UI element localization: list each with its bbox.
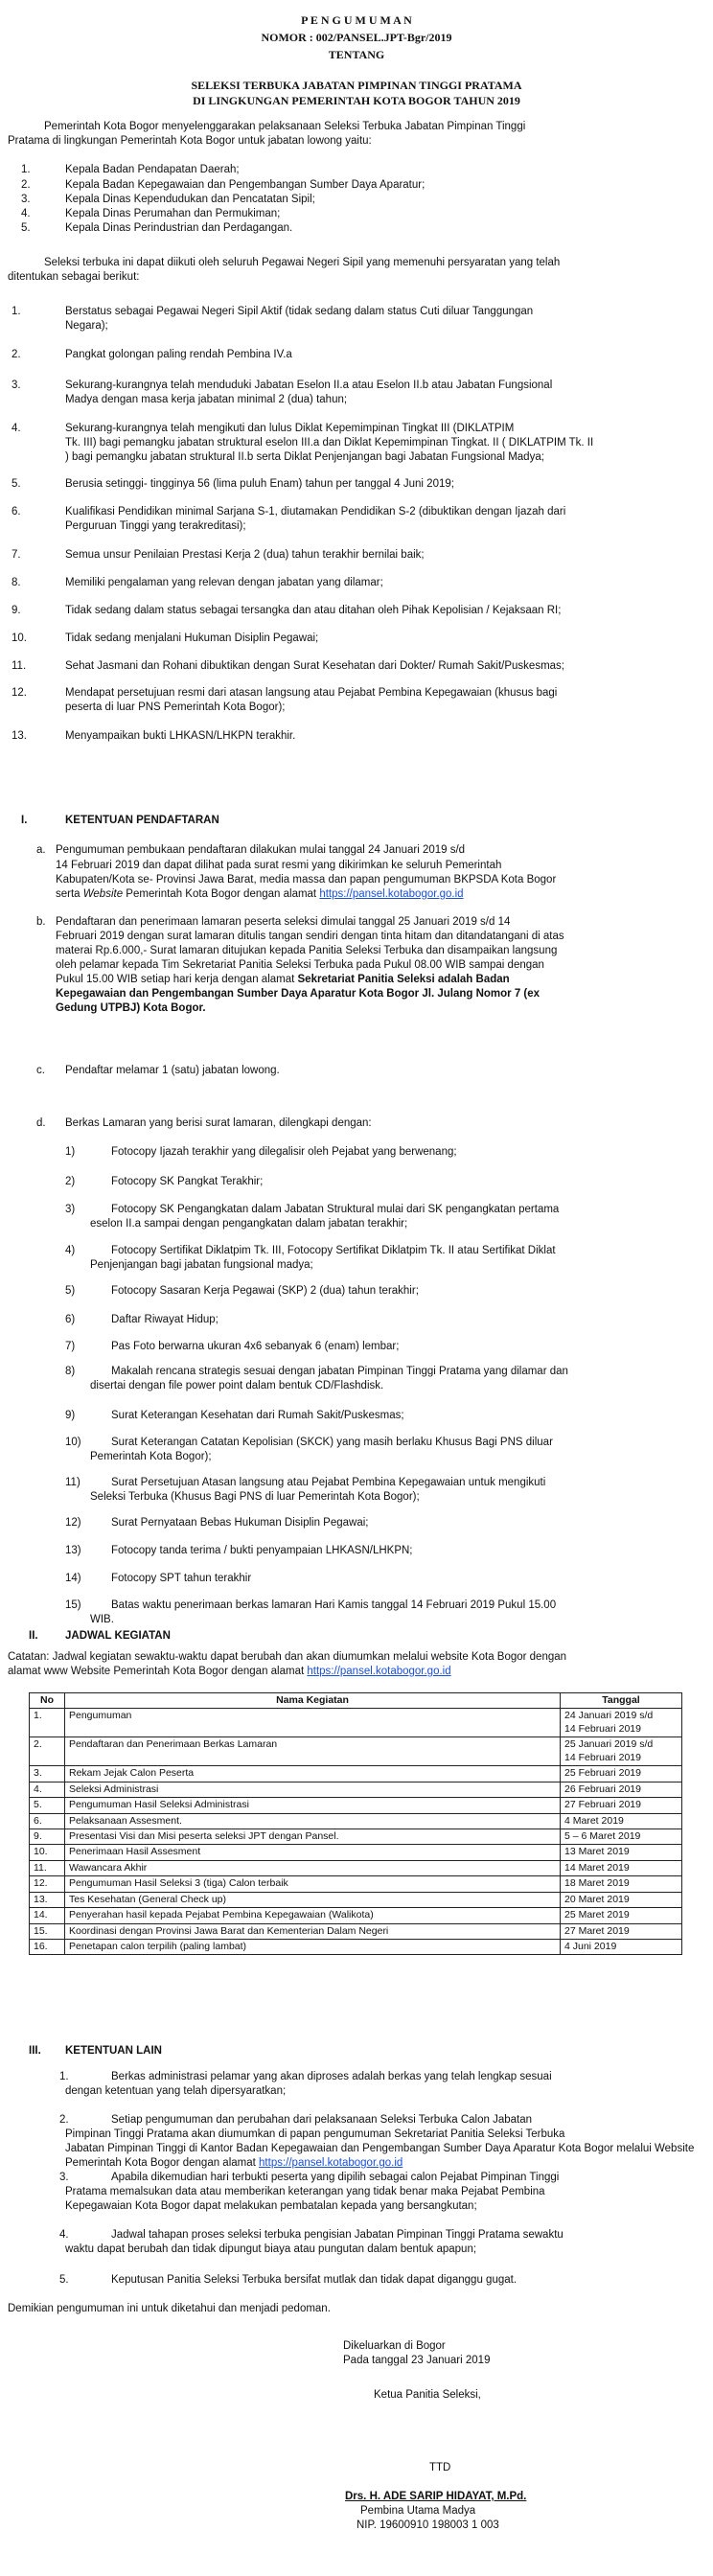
rule-4-line-1: Jadwal tahapan proses seleksi terbuka pengisian Jabatan Pimpinan Tinggi Pratama sewaktu [111, 2229, 564, 2241]
requirement-number: 5. [12, 478, 21, 490]
rule-4-number: 4. [59, 2229, 69, 2241]
document-subtitle: TENTANG [328, 48, 385, 61]
col-no: No [30, 1693, 65, 1709]
schedule-note-line-2 [8, 1665, 451, 1679]
signatory-nip: NIP. 19600910 198003 1 003 [356, 2519, 499, 2531]
requirement-line-1: Berstatus sebagai Pegawai Negeri Sipil Aktif (tidak sedang dalam status Cuti diluar Tanggungan [65, 306, 534, 317]
document-line-1: Fotocopy Ijazah terakhir yang dilegalisir oleh Pejabat yang berwenang; [111, 1146, 457, 1158]
section-1-number: I. [21, 815, 28, 826]
row-date-line-2: 14 Februari 2019 [564, 1722, 641, 1735]
document-number: 1) [65, 1146, 76, 1158]
row-date [561, 1828, 682, 1844]
table-row [30, 1828, 682, 1844]
position-number: 3. [21, 194, 31, 205]
rule-3-line-2: Pratama memalsukan data atau memberikan keterangan yang tidak benar maka Pejabat Pembina [65, 2186, 545, 2197]
rule-3-number: 3. [59, 2172, 69, 2183]
row-date [561, 1737, 682, 1766]
requirement-number: 12. [12, 687, 27, 699]
document-line-1: Surat Keterangan Kesehatan dari Rumah Sakit/Puskesmas; [111, 1410, 404, 1421]
col-kegiatan: Nama Kegiatan [65, 1693, 561, 1709]
requirement-line-1: Sekurang-kurangnya telah menduduki Jabatan Eselon II.a atau Eselon II.b atau Jabatan Fungsional [65, 380, 553, 391]
item-b-line-5 [56, 973, 510, 987]
row-activity: Penerimaan Hasil Assesment [65, 1845, 561, 1860]
item-d-text: Berkas Lamaran yang berisi surat lamaran, dilengkapi dengan: [65, 1117, 372, 1129]
row-activity: Koordinasi dengan Provinsi Jawa Barat dan Kementerian Dalam Negeri [65, 1923, 561, 1939]
row-activity: Pendaftaran dan Penerimaan Berkas Lamaran [65, 1737, 561, 1766]
document-line-1: Fotocopy SK Pengangkatan dalam Jabatan Struktural mulai dari SK pengangkatan pertama [111, 1204, 560, 1215]
issued-date: Pada tanggal 23 Januari 2019 [343, 2355, 491, 2366]
row-date-line-1: 5 – 6 Maret 2019 [564, 1829, 641, 1842]
row-number: 14. [30, 1908, 65, 1923]
document-line-1: Fotocopy Sasaran Kerja Pegawai (SKP) 2 (dua) tahun terakhir; [111, 1285, 419, 1297]
signature-ttd: TTD [429, 2462, 451, 2473]
table-row [30, 1709, 682, 1737]
document-line-1: Fotocopy SK Pangkat Terakhir; [111, 1176, 264, 1187]
row-activity: Tes Kesehatan (General Check up) [65, 1892, 561, 1907]
subject-line-1: SELEKSI TERBUKA JABATAN PIMPINAN TINGGI PRATAMA [191, 79, 522, 92]
row-number: 2. [30, 1737, 65, 1766]
pansel-link-a[interactable]: https://pansel.kotabogor.go.id [319, 888, 464, 900]
item-a-line-4-mid: Pemerintah Kota Bogor dengan alamat [123, 888, 320, 900]
row-activity: Pengumuman Hasil Seleksi 3 (tiga) Calon terbaik [65, 1876, 561, 1892]
signatory-role: Ketua Panitia Seleksi, [374, 2389, 481, 2401]
table-row [30, 1876, 682, 1892]
requirement-number: 9. [12, 605, 21, 616]
row-number: 12. [30, 1876, 65, 1892]
requirement-line-2: Perguruan Tinggi yang terakreditasi); [65, 520, 246, 532]
row-date [561, 1876, 682, 1892]
requirement-line-2: Negara); [65, 320, 108, 332]
item-d-label: d. [36, 1117, 46, 1129]
intro-line-2: Pratama di lingkungan Pemerintah Kota Bogor untuk jabatan lowong yaitu: [8, 135, 372, 147]
requirement-number: 4. [12, 423, 21, 434]
document-line-2: Seleksi Terbuka (Khusus Bagi PNS di luar Pemerintah Kota Bogor); [90, 1491, 420, 1503]
row-activity: Penetapan calon terpilih (paling lambat) [65, 1940, 561, 1955]
item-b-label: b. [36, 916, 46, 928]
requirement-number: 3. [12, 380, 21, 391]
item-b-line-6: Kepegawaian dan Pengembangan Sumber Daya Aparatur Kota Bogor Jl. Julang Nomor 7 (ex [56, 988, 540, 1000]
requirement-number: 10. [12, 632, 27, 644]
document-number: 15) [65, 1599, 81, 1611]
requirements-intro-1: Seleksi terbuka ini dapat diikuti oleh seluruh Pegawai Negeri Sipil yang memenuhi persyaratan yang telah [44, 257, 561, 268]
signatory-rank: Pembina Utama Madya [360, 2505, 476, 2517]
row-date-line-1: 25 Januari 2019 s/d [564, 1738, 654, 1751]
row-activity: Rekam Jejak Calon Peserta [65, 1766, 561, 1782]
row-number: 4. [30, 1782, 65, 1797]
document-number: 4) [65, 1245, 76, 1256]
row-date-line-1: 4 Juni 2019 [564, 1941, 617, 1952]
document-line-2: Penjenjangan bagi jabatan fungsional madya; [90, 1259, 313, 1271]
table-row [30, 1798, 682, 1813]
requirement-line-1: Pangkat golongan paling rendah Pembina IV.a [65, 349, 292, 360]
row-date-line-1: 26 Februari 2019 [564, 1782, 641, 1795]
row-number: 13. [30, 1892, 65, 1907]
row-activity: Wawancara Akhir [65, 1860, 561, 1875]
table-row [30, 1940, 682, 1955]
row-number: 3. [30, 1766, 65, 1782]
requirement-line-2: Tk. III) bagi pemangku jabatan struktural eselon III.a dan Diklat Kepemimpinan Tingkat. II ( DIKLATPIM Tk. II [65, 437, 594, 448]
row-date [561, 1940, 682, 1955]
position-item: Kepala Dinas Kependudukan dan Pencatatan Sipil; [65, 194, 315, 205]
row-activity: Pengumuman [65, 1709, 561, 1737]
document-line-2: Pemerintah Kota Bogor); [90, 1451, 212, 1462]
document-line-1: Pas Foto berwarna ukuran 4x6 sebanyak 6 (enam) lembar; [111, 1341, 400, 1352]
document-title: P E N G U M U M A N [301, 13, 412, 27]
row-date [561, 1892, 682, 1907]
table-row [30, 1813, 682, 1828]
document-line-1: Surat Pernyataan Bebas Hukuman Disiplin Pegawai; [111, 1517, 369, 1529]
table-row [30, 1860, 682, 1875]
table-row [30, 1845, 682, 1860]
table-row [30, 1782, 682, 1797]
row-date-line-1: 27 Maret 2019 [564, 1924, 630, 1937]
requirement-number: 11. [12, 660, 27, 672]
schedule-note-line-2-pre: alamat www Website Pemerintah Kota Bogor dengan alamat [8, 1666, 308, 1677]
rule-5-line-1: Keputusan Panitia Seleksi Terbuka bersifat mutlak dan tidak dapat diganggu gugat. [111, 2274, 518, 2286]
schedule-note-line-1: Catatan: Jadwal kegiatan sewaktu-waktu dapat berubah dan akan diumumkan melalui website Kota Bogor dengan [8, 1651, 567, 1663]
rule-2-number: 2. [59, 2114, 69, 2126]
item-b-line-1: Pendaftaran dan penerimaan lamaran peserta seleksi dimulai tanggal 25 Januari 2019 s/d 14 [56, 916, 511, 928]
requirements-intro-2: ditentukan sebagai berikut: [8, 271, 140, 283]
row-date-line-1: 27 Februari 2019 [564, 1799, 641, 1811]
row-activity: Seleksi Administrasi [65, 1782, 561, 1797]
requirement-line-1: Kualifikasi Pendidikan minimal Sarjana S-1, diutamakan Pendidikan S-2 (dibuktikan dengan Ijazah dari [65, 506, 566, 518]
document-number: NOMOR : 002/PANSEL.JPT-Bgr/2019 [261, 31, 452, 44]
item-a-website-word: Website [82, 888, 124, 900]
schedule-header-row [30, 1693, 682, 1709]
requirement-number: 7. [12, 549, 21, 561]
item-b-address-start: Sekretariat Panitia Seleksi adalah Badan [297, 974, 510, 985]
row-number: 6. [30, 1813, 65, 1828]
row-activity: Pengumuman Hasil Seleksi Administrasi [65, 1798, 561, 1813]
section-3-number: III. [29, 2045, 41, 2057]
row-date-line-1: 13 Maret 2019 [564, 1846, 630, 1858]
signatory-name: Drs. H. ADE SARIP HIDAYAT, M.Pd. [345, 2491, 527, 2502]
item-a-line-2: 14 Februari 2019 dan dapat dilihat pada surat resmi yang dikirimkan ke seluruh Pemerintah [56, 860, 502, 871]
table-row [30, 1737, 682, 1766]
section-2-number: II. [29, 1630, 38, 1642]
document-number: 14) [65, 1573, 81, 1584]
row-date-line-2: 14 Februari 2019 [564, 1751, 641, 1763]
requirement-number: 1. [12, 306, 21, 317]
row-activity: Presentasi Visi dan Misi peserta seleksi JPT dengan Pansel. [65, 1828, 561, 1844]
requirement-number: 13. [12, 730, 27, 742]
item-a-line-3: Kabupaten/Kota se- Provinsi Jawa Barat, media massa dan papan pengumuman BKPSDA Kota Bogor [56, 874, 557, 886]
subject-line-2: DI LINGKUNGAN PEMERINTAH KOTA BOGOR TAHUN 2019 [193, 94, 520, 107]
item-b-line-7: Gedung UTPBJ) Kota Bogor. [56, 1002, 206, 1014]
rule-5-number: 5. [59, 2274, 69, 2286]
schedule-table [29, 1692, 682, 1955]
rule-3-line-3: Kepegawaian Kota Bogor dapat melakukan pembatalan kepada yang bersangkutan; [65, 2200, 477, 2212]
requirement-number: 8. [12, 577, 21, 588]
item-a-line-4-pre: serta [56, 888, 83, 900]
table-row [30, 1892, 682, 1907]
pansel-link-rule[interactable]: https://pansel.kotabogor.go.id [259, 2157, 403, 2169]
requirement-line-1: Sekurang-kurangnya telah mengikuti dan lulus Diklat Kepemimpinan Tingkat III (DIKLATPIM [65, 423, 515, 434]
position-item: Kepala Dinas Perindustrian dan Perdagangan. [65, 222, 293, 234]
document-number: 11) [65, 1477, 80, 1488]
document-line-1: Batas waktu penerimaan berkas lamaran Hari Kamis tanggal 14 Februari 2019 Pukul 15.00 [111, 1599, 557, 1611]
section-2-title: JADWAL KEGIATAN [65, 1630, 171, 1642]
document-line-1: Daftar Riwayat Hidup; [111, 1314, 218, 1325]
section-1-title: KETENTUAN PENDAFTARAN [65, 815, 219, 826]
requirement-line-1: Semua unsur Penilaian Prestasi Kerja 2 (dua) tahun terakhir bernilai baik; [65, 549, 425, 561]
requirement-line-2: Madya dengan masa kerja jabatan minimal 2 (dua) tahun; [65, 394, 348, 405]
table-row [30, 1908, 682, 1923]
requirement-line-1: Menyampaikan bukti LHKASN/LHKPN terakhir. [65, 730, 296, 742]
item-c-label: c. [36, 1065, 45, 1076]
row-date-line-1: 25 Februari 2019 [564, 1767, 641, 1780]
document-line-1: Surat Persetujuan Atasan langsung atau Pejabat Pembina Kepegawaian untuk mengikuti [111, 1477, 546, 1488]
document-number: 8) [65, 1366, 76, 1377]
position-number: 5. [21, 222, 31, 234]
item-b-line-3: materai Rp.6.000,- Surat lamaran ditujukan kepada Panitia Seleksi Terbuka dan disampaikan langsung [56, 945, 558, 956]
rule-2-line-2: Pimpinan Tinggi Pratama akan diumumkan di papan pengumuman Sekretariat Panitia Seleksi Terbuka [65, 2128, 565, 2140]
col-tanggal: Tanggal [561, 1693, 682, 1709]
rule-1-line-1: Berkas administrasi pelamar yang akan diproses adalah berkas yang telah lengkap sesuai [111, 2071, 552, 2082]
row-date-line-1: 4 Maret 2019 [564, 1814, 624, 1827]
row-date-line-1: 20 Maret 2019 [564, 1893, 630, 1905]
item-a-line-1: Pengumuman pembukaan pendaftaran dilakukan mulai tanggal 24 Januari 2019 s/d [56, 844, 466, 856]
document-line-1: Fotocopy tanda terima / bukti penyampaian LHKASN/LHKPN; [111, 1545, 413, 1556]
row-date [561, 1766, 682, 1782]
document-number: 3) [65, 1204, 76, 1215]
document-number: 5) [65, 1285, 76, 1297]
issued-place: Dikeluarkan di Bogor [343, 2340, 446, 2352]
rule-1-number: 1. [59, 2071, 69, 2082]
position-item: Kepala Badan Pendapatan Daerah; [65, 164, 240, 175]
position-number: 2. [21, 179, 31, 191]
row-number: 11. [30, 1860, 65, 1875]
rule-2-line-1: Setiap pengumuman dan perubahan dari pelaksanaan Seleksi Terbuka Calon Jabatan [111, 2114, 533, 2126]
row-number: 9. [30, 1828, 65, 1844]
document-number: 2) [65, 1176, 76, 1187]
document-number: 6) [65, 1314, 76, 1325]
position-item: Kepala Badan Kepegawaian dan Pengembangan Sumber Daya Aparatur; [65, 179, 426, 191]
row-date [561, 1845, 682, 1860]
row-number: 10. [30, 1845, 65, 1860]
row-date [561, 1908, 682, 1923]
section-3-title: KETENTUAN LAIN [65, 2045, 162, 2057]
item-a-label: a. [36, 844, 46, 856]
document-line-2: WIB. [90, 1614, 114, 1625]
row-number: 5. [30, 1798, 65, 1813]
row-date-line-1: 18 Maret 2019 [564, 1877, 630, 1890]
document-line-1: Fotocopy Sertifikat Diklatpim Tk. III, Fotocopy Sertifikat Diklatpim Tk. II atau Sertifikat Diklat [111, 1245, 556, 1256]
row-date-line-1: 24 Januari 2019 s/d [564, 1710, 654, 1722]
rule-4-line-2: waktu dapat berubah dan tidak dipungut biaya atau pungutan dalam bentuk apapun; [65, 2243, 477, 2255]
rule-3-line-1: Apabila dikemudian hari terbukti peserta yang dipilih sebagai calon Pejabat Pimpinan Tinggi [111, 2172, 560, 2183]
requirement-line-1: Sehat Jasmani dan Rohani dibuktikan dengan Surat Kesehatan dari Dokter/ Rumah Sakit/Puskesmas; [65, 660, 564, 672]
requirement-line-1: Tidak sedang menjalani Hukuman Disiplin Pegawai; [65, 632, 319, 644]
rule-1-line-2: dengan ketentuan yang telah dipersyaratkan; [65, 2085, 287, 2097]
row-date [561, 1709, 682, 1737]
document-line-1: Fotocopy SPT tahun terakhir [111, 1573, 252, 1584]
position-number: 4. [21, 208, 31, 219]
requirement-line-1: Berusia setinggi- tingginya 56 (lima puluh Enam) tahun per tanggal 4 Juni 2019; [65, 478, 454, 490]
table-row [30, 1766, 682, 1782]
table-row [30, 1923, 682, 1939]
item-a-line-4 [56, 887, 464, 902]
position-item: Kepala Dinas Perumahan dan Permukiman; [65, 208, 281, 219]
requirement-number: 6. [12, 506, 21, 518]
document-line-1: Surat Keterangan Catatan Kepolisian (SKCK) yang masih berlaku Khusus Bagi PNS diluar [111, 1437, 553, 1448]
requirement-line-1: Mendapat persetujuan resmi dari atasan langsung atau Pejabat Pembina Kepegawaian (khusus bagi [65, 687, 558, 699]
position-number: 1. [21, 164, 31, 175]
document-number: 10) [65, 1437, 81, 1448]
row-date [561, 1860, 682, 1875]
row-date [561, 1813, 682, 1828]
document-number: 12) [65, 1517, 81, 1529]
row-date-line-1: 14 Maret 2019 [564, 1861, 630, 1874]
row-date-line-1: 25 Maret 2019 [564, 1909, 630, 1921]
document-line-2: eselon II.a sampai dengan pengangkatan dalam jabatan terakhir; [90, 1218, 408, 1230]
requirement-line-3: ) bagi pemangku jabatan struktural II.b serta Diklat Penjenjangan bagi Jabatan Fungsional Madya; [65, 451, 544, 463]
row-activity: Penyerahan hasil kepada Pejabat Pembina Kepegawaian (Walikota) [65, 1908, 561, 1923]
requirement-line-2: peserta di luar PNS Pemerintah Kota Bogor); [65, 702, 286, 713]
document-number: 9) [65, 1410, 76, 1421]
document-line-1: Makalah rencana strategis sesuai dengan jabatan Pimpinan Tinggi Pratama yang dilamar dan [111, 1366, 568, 1377]
row-date [561, 1782, 682, 1797]
item-b-line-4: oleh pelamar kepada Tim Sekretariat Panitia Seleksi Terbuka pada Pukul 08.00 WIB sampai dengan [56, 959, 544, 971]
requirement-line-1: Memiliki pengalaman yang relevan dengan jabatan yang dilamar; [65, 577, 383, 588]
rule-2-line-3: Jabatan Pimpinan Tinggi di Kantor Badan Kepegawaian dan Pengembangan Sumber Daya Aparatur Kota Bogor melalui Website [65, 2143, 695, 2154]
rule-2-line-4-pre: Pemerintah Kota Bogor dengan alamat [65, 2157, 260, 2169]
intro-line-1: Pemerintah Kota Bogor menyelenggarakan pelaksanaan Seleksi Terbuka Jabatan Pimpinan Tinggi [44, 121, 526, 132]
item-b-line-5-pre: Pukul 15.00 WIB setiap hari kerja dengan alamat [56, 974, 298, 985]
row-date [561, 1798, 682, 1813]
requirement-line-1: Tidak sedang dalam status sebagai tersangka dan atau ditahan oleh Pihak Kepolisian / Kejaksaan RI; [65, 605, 562, 616]
row-activity: Pelaksanaan Assesment. [65, 1813, 561, 1828]
item-b-line-2: Februari 2019 dengan surat lamaran ditulis tangan sendiri dengan tinta hitam dan ditandatangani di atas [56, 931, 564, 942]
document-number: 13) [65, 1545, 81, 1556]
row-number: 15. [30, 1923, 65, 1939]
document-line-2: disertai dengan file power point dalam bentuk CD/Flashdisk. [90, 1380, 384, 1392]
item-c-text: Pendaftar melamar 1 (satu) jabatan lowong. [65, 1065, 280, 1076]
pansel-link-schedule[interactable]: https://pansel.kotabogor.go.id [307, 1666, 451, 1677]
document-number: 7) [65, 1341, 76, 1352]
row-number: 1. [30, 1709, 65, 1737]
rule-2-line-4 [65, 2156, 402, 2171]
row-number: 16. [30, 1940, 65, 1955]
row-date [561, 1923, 682, 1939]
closing-text: Demikian pengumuman ini untuk diketahui dan menjadi pedoman. [8, 2303, 331, 2314]
requirement-number: 2. [12, 349, 21, 360]
